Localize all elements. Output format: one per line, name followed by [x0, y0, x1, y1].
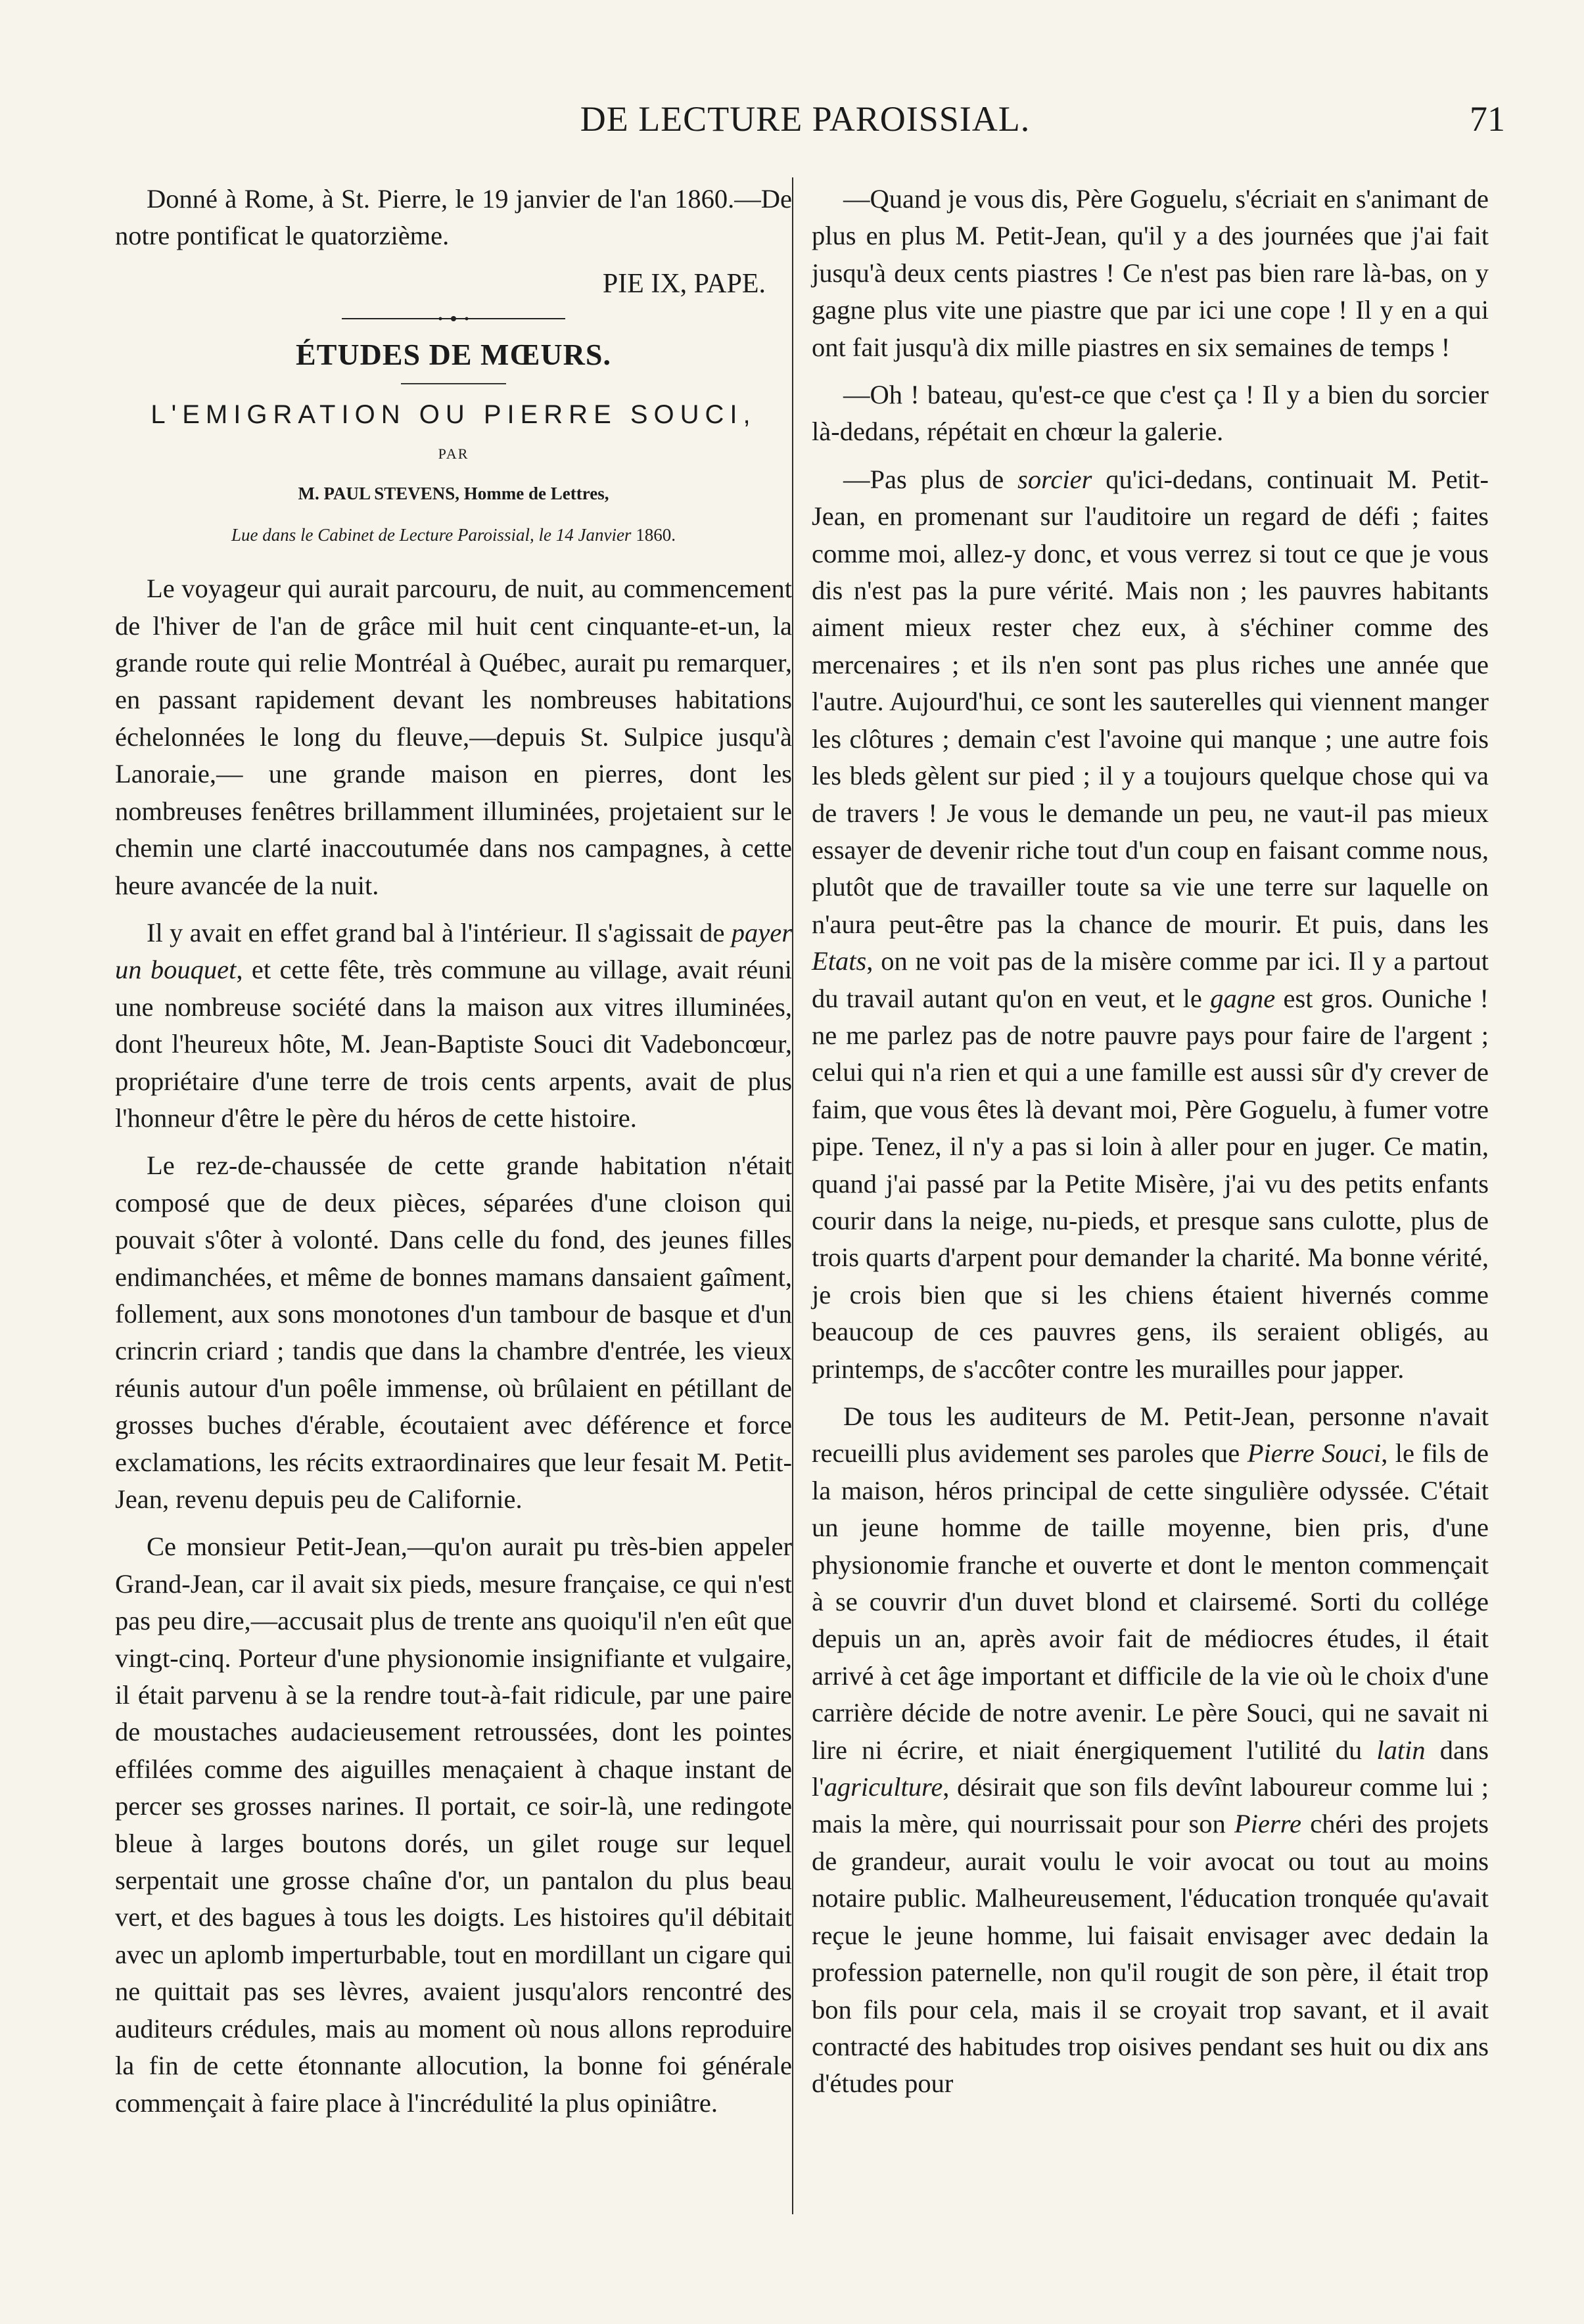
text-run: chéri des projets de grandeur, aurait voulu le voir avocat ou tout au moins notaire public. Malheureusement, l'éducation tronquée qu'avait reçue le jeune homme, lui faisait envisager avec dedain la profession paternelle, non qu'il rougit de son père, il était trop bon fils pour cela, mais il se croyait trop savant, et il avait contracté des habitudes trop oisives pendant ses huit ou dix ans d'études pour: [812, 1809, 1489, 2099]
text-run: , désirait que son fils devînt laboureur comme lui ; mais la mère, qui nourrissait pour son: [812, 1772, 1489, 1839]
ornament-rule: [342, 315, 565, 322]
italic-text: sorcier: [1017, 464, 1092, 494]
paragraph: —Quand je vous dis, Père Goguelu, s'écriait en s'animant de plus en plus M. Petit-Jean, qu'il y a des journées que j'ai fait jusqu'à deux cents piastres ! Ce n'est pas bien rare là-bas, on y gagne plus vite une piastre que par ici une cope ! Il y en a qui ont fait jusqu'à dix mille piastres en six semaines de temps !: [812, 184, 1489, 362]
byline-note: [115, 516, 792, 553]
decree-paragraph: Donné à Rome, à St. Pierre, le 19 janvier de l'an 1860.—De notre pontificat le quatorzième.: [115, 184, 792, 251]
title-rule: [401, 383, 506, 384]
italic-text: gagne: [1210, 983, 1276, 1013]
page-header: [105, 99, 1505, 138]
italic-text: Pierre Souci: [1247, 1438, 1382, 1469]
byline-par: PAR: [438, 445, 469, 463]
text-run: qu'ici-dedans, continuait M. Petit-Jean, en promenant sur l'auditoire un regard de défi ; faites comme moi, allez-y donc, et vous verrez si tout ce que je vous dis n'est pas la pure vérité. Mais non ; les pauvres habitants aiment mieux rester chez eux, à s'échiner comme des mercenaires ; et ils n'en sont pas plus riches une année que l'autre. Aujourd'hui, ce sont les sauterelles qui viennent manger les clôtures ; demain c'est l'avoine qui manque ; une autre fois les bleds gèlent sur pied ; il y a toujours quelque chose qui va de travers ! Je vous le demande un peu, ne vaut-il pas mieux essayer de devenir riche tout d'un coup en faisant comme nous, plutôt que de travailler toute sa vie une terre sur laquelle on n'aura peut-être pas la chance de mourir. Et puis, dans les: [812, 464, 1489, 939]
text-run: est gros. Ouniche ! ne me parlez pas de notre pauvre pays pour faire de l'argent ; celui qui n'a rien et qui a une famille est aussi sûr d'y crever de faim, que vous êtes là devant moi, Père Goguelu, à fumer votre pipe. Tenez, il n'y a pas si loin à aller pour en juger. Ce matin, quand j'ai passé par la Petite Misère, j'ai vu des petits enfants courir dans la neige, nu-pieds, et presque sans culotte, plus de trois quarts d'arpent pour demander la charité. Ma bonne vérité, je crois bien que si les chiens étaient hivernés comme beaucoup de ces pauvres gens, ils seraient obligés, au printemps, de s'accôter contre les murailles pour japper.: [812, 983, 1489, 1384]
text-run: , le fils de la maison, héros principal de cette singulière odyssée. C'était un jeune homme de taille moyenne, bien pris, d'une physionomie franche et ouverte et dont le menton commençait à se couvrir d'un duvet blond et clairsemé. Sorti du collége depuis un an, après avoir fait de médiocres études, il était arrivé à cet âge important et difficile de la vie où le choix d'une carrière décide de notre avenir. Le père Souci, qui ne savait ni lire ni écrire, et niait énergiquement l'utilité du: [812, 1438, 1489, 1765]
signature: PIE IX, PAPE.: [602, 268, 766, 299]
paragraph: [812, 461, 1489, 1388]
column-divider: [792, 177, 793, 2214]
paragraph: Ce monsieur Petit-Jean,—qu'on aurait pu très-bien appeler Grand-Jean, car il avait six pieds, mesure française, ce qui n'est pas peu dire,—accusait plus de trente ans quoiqu'il n'en eût que vingt-cinq. Porteur d'une physionomie insignifiante et vulgaire, il était parvenu à se la rendre tout-à-fait ridicule, par une paire de moustaches audacieusement retroussées, dont les pointes effilées comme des aiguilles menaçaient à chaque instant de percer ses grosses narines. Il portait, ce soir-là, une redingote bleue à larges boutons dorés, un gilet rouge sur lequel serpentait une grosse chaîne d'or, un pantalon du plus beau vert, et des bagues à tous les doigts. Les histoires qu'il débitait avec un aplomb imperturbable, tout en mordillant un cigare qui ne quittait pas ses lèvres, avaient jusqu'alors rencontré des auditeurs crédules, mais au moment où nous allons reproduire la fin de cette étonnante allocution, la bonne foi générale commençait à faire place à l'incrédulité la plus opiniâtre.: [115, 1532, 792, 2118]
text-run: , et cette fête, très commune au village, avait réuni une nombreuse société dans la maison aux vitres illuminées, dont l'heureux hôte, M. Jean-Baptiste Souci dit Vadeboncœur, propriétaire d'une terre de trois cents arpents, avait de plus l'honneur d'être le père du héros de cette histoire.: [115, 955, 792, 1133]
text-run: Il y avait en effet grand bal à l'intérieur. Il s'agissait de: [147, 917, 732, 947]
right-column: [812, 181, 1489, 2113]
italic-text: Pierre: [1234, 1809, 1301, 1839]
left-column: [115, 181, 792, 2132]
paragraph: [812, 1398, 1489, 2103]
byline-note-year: 1860.: [636, 524, 676, 545]
running-title: DE LECTURE PAROISSIAL.: [580, 99, 1031, 139]
byline-note-text: Lue dans le Cabinet de Lecture Paroissial, le 14 Janvier: [231, 524, 636, 545]
italic-text: Etats: [812, 946, 867, 976]
story-title: L'EMIGRATION OU PIERRE SOUCI,: [151, 399, 757, 429]
italic-text: agriculture: [824, 1772, 943, 1802]
paragraph: —Oh ! bateau, qu'est-ce que c'est ça ! Il y a bien du sorcier là-dedans, répétait en chœur la galerie.: [812, 380, 1489, 447]
page-number: 71: [1470, 99, 1505, 139]
paragraph: Le voyageur qui aurait parcouru, de nuit, au commencement de l'hiver de l'an de grâce mil huit cent cinquante-et-un, la grande route qui relie Montréal à Québec, aurait pu remarquer, en passant rapidement devant les nombreuses habitations échelonnées le long du fleuve,—depuis St. Sulpice jusqu'à Lanoraie,— une grande maison en pierres, dont les nombreuses fenêtres brillamment illuminées, projetaient sur le chemin une clarté inaccoutumée dans nos campagnes, à cette heure avancée de la nuit.: [115, 574, 792, 900]
text-run: De tous les auditeurs de M. Petit-Jean, personne n'avait recueilli plus avidement ses paroles que: [812, 1401, 1489, 1469]
section-title: ÉTUDES DE MŒURS.: [296, 338, 611, 372]
text-run: —Pas plus de: [843, 464, 1018, 494]
byline-author: M. PAUL STEVENS, Homme de Lettres,: [298, 484, 609, 504]
text-run: dans l': [812, 1735, 1489, 1802]
paragraph: [115, 915, 792, 1137]
italic-text: payer un bouquet: [115, 917, 792, 985]
italic-text: latin: [1376, 1735, 1426, 1765]
paragraph: Le rez-de-chaussée de cette grande habitation n'était composé que de deux pièces, séparées d'une cloison qui pouvait s'ôter à volonté. Dans celle du fond, des jeunes filles endimanchées, et même de bonnes mamans dansaient gaîment, follement, aux sons monotones d'un tambour de basque et d'un crincrin criard ; tandis que dans la chambre d'entrée, les vieux réunis autour d'un poêle immense, où brûlaient en pétillant de grosses buches d'érable, écoutaient avec déférence et force exclamations, les récits extraordinaires que leur fesait M. Petit-Jean, revenu depuis peu de Californie.: [115, 1151, 792, 1514]
text-run: , on ne voit pas de la misère comme par ici. Il y a partout du travail autant qu'on en veut, et le: [812, 946, 1489, 1013]
